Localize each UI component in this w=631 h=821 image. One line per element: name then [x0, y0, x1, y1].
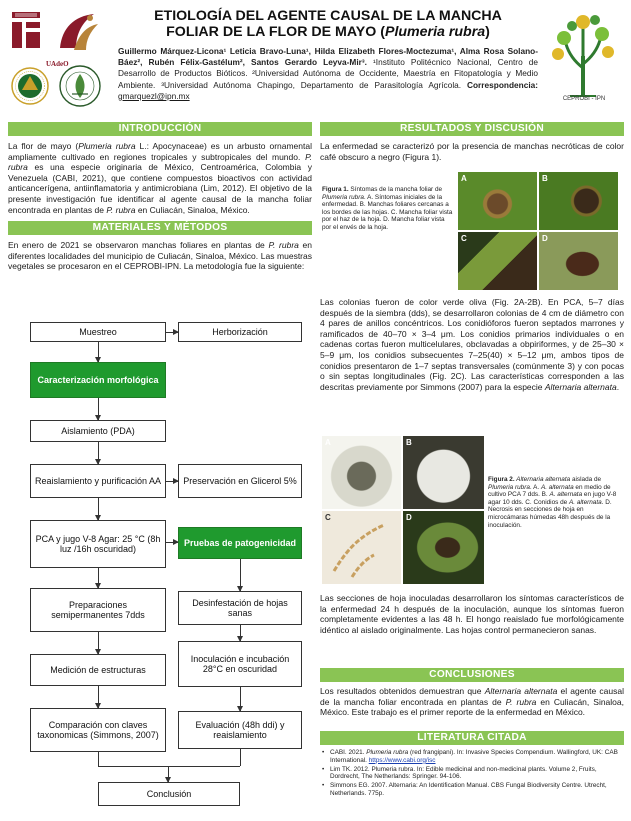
- flow-pruebas: Pruebas de patogenicidad: [178, 527, 302, 559]
- poster-header: [0, 0, 631, 112]
- flow-conclusion: Conclusión: [98, 782, 240, 806]
- ceprobi-tree-logo-icon: [548, 6, 618, 106]
- results-heading: RESULTADOS Y DISCUSIÓN: [320, 122, 624, 136]
- connector-left: [98, 752, 99, 766]
- methodology-flowchart: [8, 320, 312, 815]
- methods-paragraph: En enero de 2021 se observaron manchas foliares en plantas de P. rubra en diferentes localidades del municipio de Culiacán, Sinaloa, México. Las muestras vegetales se procesaron en el CEPROBI-IPN. La metodología fue la siguiente:: [8, 240, 312, 272]
- arrow-down-1: [98, 342, 99, 362]
- flow-inoculacion: Inoculación e incubación 28°C en oscuridad: [178, 641, 302, 687]
- conclusions-paragraph: Los resultados obtenidos demuestran que Alternaria alternata el agente causal de la mancha foliar encontrada en plantas de P. rubra en Culiacán, Sinaloa, México. Este trabajo es el primer reporte de la enfermedad en México.: [320, 686, 624, 718]
- uadeo-logo-text: UAdeO: [46, 60, 69, 68]
- figure-1-panel-c: C: [458, 232, 537, 290]
- arrow-down-r1: [240, 559, 241, 591]
- flow-comparacion: Comparación con claves taxonomicas (Simmons, 2007): [30, 708, 166, 752]
- reference-1-link[interactable]: https://www.cabi.org/isc: [368, 756, 436, 764]
- figure-2-panel-a: A: [322, 436, 401, 509]
- uadeo-logo-icon: [52, 8, 102, 58]
- results-paragraph-2: Las colonias fueron de color verde oliva (Fig. 2A-2B). En PCA, 5–7 días después de la siembra (dds), se desarrollaron colonias de 4 cm de diámetro con 4 pares de anillos concéntricos. Los conidióforos fueron septados marrones y ramificados de 40–70 × 3–4 μm. Los conidios primarios individuales o en cadenas cortas fueron multicelulares, obclavadas a obpiriformes, y de 25–30 × 5–9 μm, los conidios subsecuentes 7–25(40) × 5–12 μm, ambos tipos de conidios presentaron de 1–7 septas transversales (comúnmente 3) y con pocas o sin septas longitudinales (Fig. 2C). Las características corresponden a las descritas previamente por Simmons (2007) para la especie Alternaria alternata.: [320, 297, 624, 392]
- reference-3: • Simmons EG. 2007. Alternaria: An Identification Manual. CBS Fungal Biodiversity Centre. Utrecht, Netherlands. 775p.: [320, 782, 624, 798]
- authors-list: Guillermo Márquez-Licona¹ Leticia Bravo-Luna¹, Hilda Elizabeth Flores-Moctezuma¹, Alma Rosa Solano-Báez², Rubén Félix-Gastélum², Santos Gerardo Leyva-Mir³.: [118, 46, 538, 68]
- arrow-down-r2: [240, 625, 241, 641]
- flow-aislamiento: Aislamiento (PDA): [30, 420, 166, 442]
- references-list: [320, 749, 624, 798]
- reference-1: • CABI. 2021. Plumeria rubra (red frangipani). In: Invasive Species Compendium. Wallingford, UK: CAB International. https://www.cabi.org/isc: [320, 749, 624, 765]
- poster-title: [118, 8, 538, 40]
- flow-desinfestacion: Desinfestación de hojas sanas: [178, 591, 302, 625]
- connector-join: [98, 766, 240, 767]
- title-line-1: ETIOLOGÍA DEL AGENTE CAUSAL DE LA MANCHA: [154, 8, 502, 24]
- arrow-down-3: [98, 442, 99, 464]
- arrow-down-2: [98, 398, 99, 420]
- flow-preparaciones: Preparaciones semipermanentes 7dds: [30, 588, 166, 632]
- ipn-logo-icon: [6, 4, 46, 56]
- arrow-down-5: [98, 568, 99, 588]
- figure-1-panel-d: D: [539, 232, 618, 290]
- results-paragraph-3: Las secciones de hoja inoculadas desarrollaron los síntomas característicos de la enfermedad 24 h después de la inoculación, aunque los síntomas fueron completamente evidentes a las 48 h. El hongo reaislado fue morfológicamente idéntico al aislado originalmente. Las hojas control permanecieron sanas.: [320, 593, 624, 635]
- flow-reaislamiento: Reaislamiento y purificación AA: [30, 464, 166, 498]
- flow-preservacion: Preservación en Glicerol 5%: [178, 464, 302, 498]
- figure-1-leaf-symptoms: [458, 172, 618, 290]
- flow-caracterizacion: Caracterización morfológica: [30, 362, 166, 398]
- conidia-chain-icon: [322, 511, 401, 584]
- flow-muestreo: Muestreo: [30, 322, 166, 342]
- title-line-2: FOLIAR DE LA FLOR DE MAYO (Plumeria rubra): [166, 24, 490, 40]
- figure-2-panel-d: D: [403, 511, 484, 584]
- affiliations: ¹Instituto Politécnico Nacional, Centro de Desarrollo de Productos Bióticos. ²Universidad Autónoma de Occidente, Maestría en Fitopatología y Medio Ambiente. ³Universidad Autónoma Chapingo, Departamento de Parasitología Agrícola.: [118, 57, 538, 90]
- intro-paragraph: La flor de mayo (Plumeria rubra L.: Apocynaceae) es un arbusto ornamental ampliamente cultivado en regiones tropicales y subtropicales del mundo. P. rubra es una especie originaria de México, Centroamérica, Colombia y Venezuela (CABI, 2021), que contiene compuestos bioactivos con actividad anticancerígena, antiinflamatoria y antimicrobiana (Lim, 2012). El objetivo de la presente investigación fue identificar al agente causal de la mancha foliar encontrada en plantas de P. rubra en Culiacán, Sinaloa, México.: [8, 141, 312, 215]
- results-paragraph-1: La enfermedad se caracterizó por la presencia de manchas necróticas de color café obscuro a negro (Figura 1).: [320, 141, 624, 162]
- references-section: [320, 731, 624, 799]
- flow-pca: PCA y jugo V-8 Agar: 25 °C (8h luz /16h oscuridad): [30, 520, 166, 568]
- flow-herborizacion: Herborización: [178, 322, 302, 342]
- arrow-to-pruebas: [166, 542, 178, 543]
- figure-1-panel-b: B: [539, 172, 618, 230]
- connector-right: [240, 749, 241, 766]
- authors-affiliations: [118, 46, 538, 102]
- references-heading: LITERATURA CITADA: [320, 731, 624, 745]
- conclusions-heading: CONCLUSIONES: [320, 668, 624, 682]
- figure-2-panel-c: C: [322, 511, 401, 584]
- contact-label: Correspondencia:: [467, 79, 538, 90]
- arrow-down-6: [98, 632, 99, 654]
- right-column: [320, 122, 624, 162]
- ceprobi-label: CEPROBI - IPN: [562, 96, 606, 102]
- arrow-to-conclusion: [168, 766, 169, 782]
- arrow-down-4: [98, 498, 99, 520]
- flow-medicion: Medición de estructuras: [30, 654, 166, 686]
- figure-2-alternaria: [322, 436, 484, 584]
- flow-evaluacion: Evaluación (48h ddi) y reaislamiento: [178, 711, 302, 749]
- figure-2-caption: Figura 2. Alternaria alternata aislada de Plumeria rubra. A. A. alternata en medio de cultivo PCA 7 dds. B. A. alternata en jugo V-8 agar 10 dds. C. Conidios de A. alternata. D. Necrosis en secciones de hoja en microcámaras húmedas 48h después de la inoculación.: [488, 476, 617, 529]
- arrow-down-r3: [240, 687, 241, 711]
- conclusions-section: [320, 668, 624, 718]
- methods-heading: MATERIALES Y MÉTODOS: [8, 221, 312, 235]
- figure-1-caption: Figura 1. Síntomas de la mancha foliar de Plumeria rubra. A. Síntomas iniciales de la enfermedad. B. Manchas foliares cercanas a los bordes de las hojas. C. Mancha foliar vista por el haz de la hoja. D. Mancha foliar vista por el envés de la hoja.: [322, 186, 453, 231]
- arrow-to-herborizacion: [166, 332, 178, 333]
- reference-2: • Lim TK. 2012. Plumeria rubra. In: Edible medicinal and non-medicinal plants. Volume 2, Fruits, Dordrecht, The Netherlands: Springer. 94-106.: [320, 766, 624, 782]
- university-seal-icon: [10, 66, 50, 106]
- intro-heading: INTRODUCCIÓN: [8, 122, 312, 136]
- figure-1-panel-a: A: [458, 172, 537, 230]
- department-seal-icon: [58, 64, 102, 108]
- arrow-to-preservacion: [166, 481, 178, 482]
- left-column: [8, 122, 312, 272]
- institution-logos: [6, 4, 124, 108]
- figure-2-panel-b: B: [403, 436, 484, 509]
- contact-email[interactable]: gmarquezl@ipn.mx: [118, 90, 190, 101]
- arrow-down-7: [98, 686, 99, 708]
